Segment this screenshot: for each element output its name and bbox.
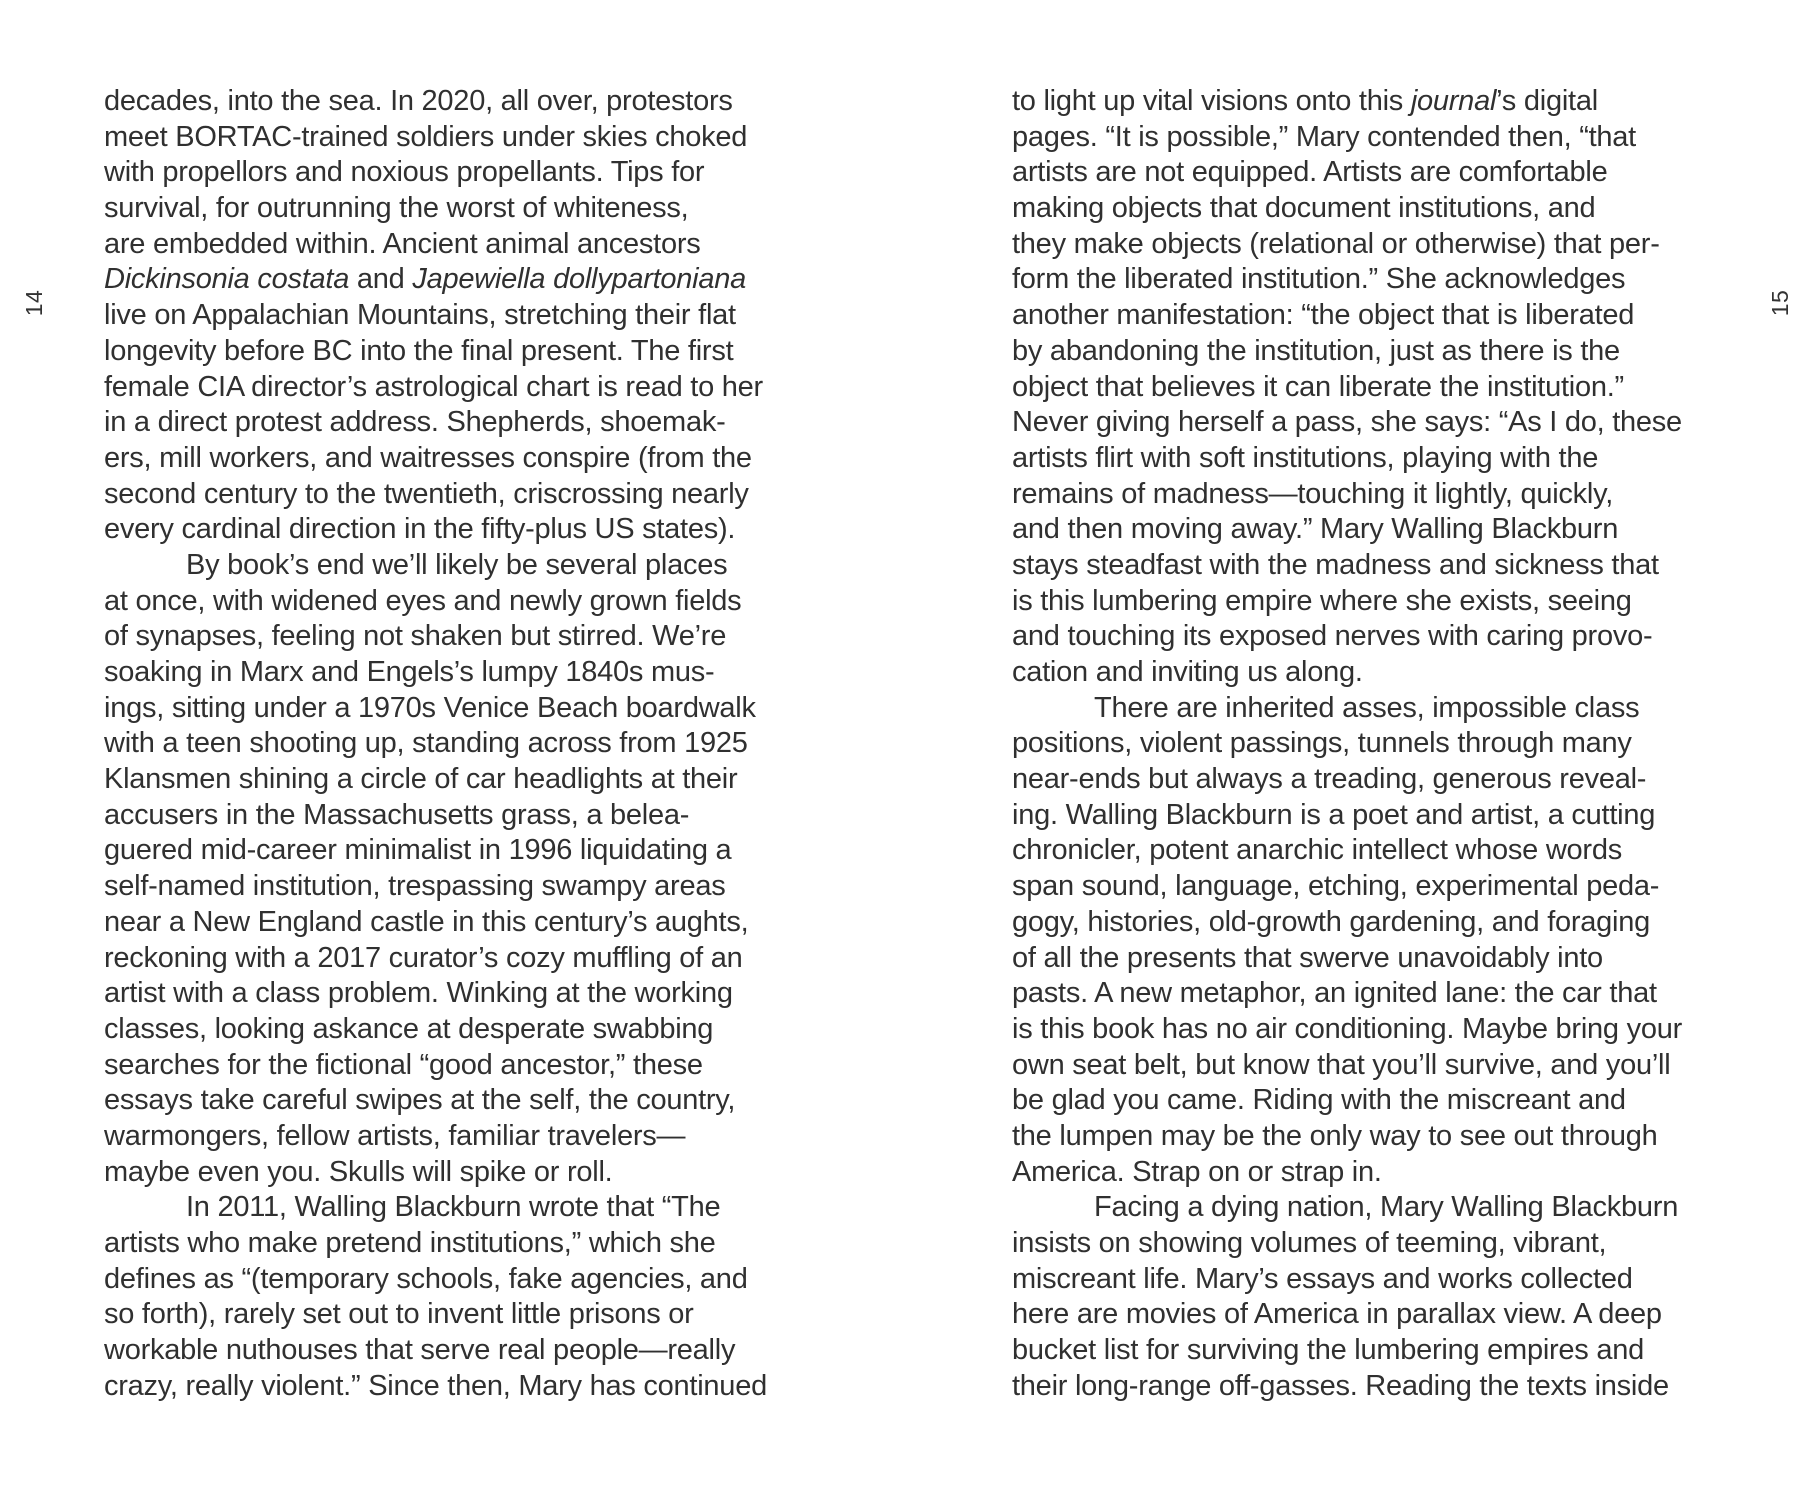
text-line [1012,726,1732,762]
text-line [1012,1190,1732,1226]
text-segment: second century to the twentieth, criscrossing nearly [104,477,749,510]
text-line [104,691,824,727]
text-line [104,84,824,120]
text-segment: Facing a dying nation, Mary Walling Blackburn [1094,1191,1679,1224]
text-line [104,584,824,620]
text-line [1012,1262,1732,1298]
page-number-right: 15 [1767,289,1793,317]
text-segment: is this lumbering empire where she exists, seeing [1012,584,1632,617]
text-segment: so forth), rarely set out to invent little prisons or [104,1298,694,1331]
text-line [104,155,824,191]
text-segment: here are movies of America in parallax view. A deep [1012,1298,1662,1331]
text-line [1012,869,1732,905]
text-segment: artist with a class problem. Winking at the working [104,977,733,1010]
text-segment: ’s digital [1496,85,1598,117]
text-line [1012,262,1732,298]
text-line [1012,905,1732,941]
text-segment: they make objects (relational or otherwise) that per- [1012,227,1660,260]
text-line [1012,120,1732,156]
text-line [104,120,824,156]
text-segment: survival, for outrunning the worst of whiteness, [104,192,689,225]
text-segment: be glad you came. Riding with the miscreant and [1012,1084,1626,1117]
text-line [104,1190,824,1226]
text-segment: and touching its exposed nerves with caring provo- [1012,620,1653,653]
text-segment: at once, with widened eyes and newly grown fields [104,584,742,617]
text-segment: and then moving away.” Mary Walling Blackburn [1012,513,1619,546]
text-segment: bucket list for surviving the lumbering empires and [1012,1334,1644,1367]
text-line [104,227,824,263]
text-segment: by abandoning the institution, just as there is the [1012,334,1620,367]
text-line [104,262,824,298]
text-line [1012,1369,1732,1405]
text-segment: guered mid-career minimalist in 1996 liquidating a [104,834,732,867]
text-segment: chronicler, potent anarchic intellect whose words [1012,834,1622,867]
text-line [104,869,824,905]
text-line [1012,370,1732,406]
text-segment: ing. Walling Blackburn is a poet and artist, a cutting [1012,798,1656,831]
text-line [1012,1119,1732,1155]
text-segment: span sound, language, etching, experimental peda- [1012,870,1660,903]
text-line [104,370,824,406]
text-segment: gogy, histories, old-growth gardening, and foraging [1012,905,1651,938]
text-segment: pasts. A new metaphor, an ignited lane: the car that [1012,977,1657,1010]
text-segment: artists flirt with soft institutions, playing with the [1012,441,1599,474]
text-segment: of all the presents that swerve unavoidably into [1012,941,1603,974]
text-segment: object that believes it can liberate the institution.” [1012,370,1624,403]
text-line [1012,155,1732,191]
text-segment: and [349,263,413,296]
text-segment: positions, violent passings, tunnels through many [1012,727,1632,760]
text-line [104,1119,824,1155]
text-line [104,655,824,691]
text-segment: with propellors and noxious propellants. Tips for [104,156,705,189]
text-line [104,1012,824,1048]
text-segment: self-named institution, trespassing swampy areas [104,870,726,903]
text-line [104,726,824,762]
text-segment: classes, looking askance at desperate swabbing [104,1012,714,1045]
text-line [1012,548,1732,584]
text-line [1012,227,1732,263]
text-segment: meet BORTAC-trained soldiers under skies choked [104,120,748,153]
text-segment: searches for the fictional “good ancestor,” these [104,1048,703,1081]
text-segment: every cardinal direction in the fifty-plus US states). [104,513,736,546]
text-segment: their long-range off-gasses. Reading the texts inside [1012,1369,1669,1402]
text-line [104,1369,824,1405]
text-line [1012,477,1732,513]
text-segment: reckoning with a 2017 curator’s cozy muffling of an [104,941,743,974]
text-line [104,833,824,869]
text-line [1012,976,1732,1012]
text-line [1012,941,1732,977]
text-segment: longevity before BC into the final present. The first [104,334,734,367]
text-line [1012,191,1732,227]
text-segment: in a direct protest address. Shepherds, shoemak- [104,406,726,439]
text-segment: pages. “It is possible,” Mary contended then, “that [1012,120,1636,153]
text-line [1012,334,1732,370]
text-segment: America. Strap on or strap in. [1012,1155,1382,1188]
text-line [1012,441,1732,477]
page-number-left: 14 [21,289,47,317]
text-line [104,477,824,513]
italic-text-segment: journal [1410,85,1497,117]
text-line [104,619,824,655]
text-segment: the lumpen may be the only way to see out through [1012,1119,1658,1152]
text-segment: cation and inviting us along. [1012,656,1363,688]
text-line [104,762,824,798]
text-segment: workable nuthouses that serve real people—really [104,1334,736,1367]
text-line [104,1226,824,1262]
text-segment: insists on showing volumes of teeming, vibrant, [1012,1227,1607,1259]
text-line [104,941,824,977]
text-line [104,1297,824,1333]
text-segment: female CIA director’s astrological chart is read to her [104,370,763,403]
text-segment: another manifestation: “the object that is liberated [1012,299,1635,332]
text-line [104,191,824,227]
text-segment: warmongers, fellow artists, familiar travelers— [104,1119,686,1152]
text-segment: to light up vital visions onto this [1012,85,1411,117]
text-segment: Klansmen shining a circle of car headlights at their [104,763,738,796]
text-line [1012,84,1732,120]
text-line [1012,833,1732,869]
text-line [1012,1226,1732,1262]
text-segment: defines as “(temporary schools, fake agencies, and [104,1262,748,1295]
text-segment: decades, into the sea. In 2020, all over, protestors [104,85,733,117]
text-line [104,1083,824,1119]
text-segment: ings, sitting under a 1970s Venice Beach boardwalk [104,691,756,724]
italic-text-segment: Dickinsonia costata [104,263,350,296]
text-line [104,1333,824,1369]
text-segment: maybe even you. Skulls will spike or roll. [104,1155,613,1188]
text-line [1012,691,1732,727]
text-segment: crazy, really violent.” Since then, Mary has continued [104,1369,767,1402]
text-line [104,298,824,334]
text-segment: are embedded within. Ancient animal ancestors [104,227,701,260]
text-line [1012,405,1732,441]
text-segment: By book’s end we’ll likely be several places [186,548,728,581]
text-line [1012,1048,1732,1084]
text-segment: Never giving herself a pass, she says: “As I do, these [1012,406,1682,439]
text-line [104,798,824,834]
text-segment: is this book has no air conditioning. Maybe bring your [1012,1012,1682,1045]
italic-text-segment: Japewiella dollypartoniana [412,263,747,296]
text-segment: artists who make pretend institutions,” which she [104,1227,716,1259]
text-line [104,1155,824,1191]
text-segment: near-ends but always a treading, generous reveal- [1012,763,1647,796]
text-segment: soaking in Marx and Engels’s lumpy 1840s mus- [104,656,715,688]
text-line [104,905,824,941]
text-segment: ers, mill workers, and waitresses conspire (from the [104,441,752,474]
text-line [1012,1083,1732,1119]
right-page-text-column [1012,84,1732,1404]
text-segment: artists are not equipped. Artists are comfortable [1012,156,1608,189]
text-line [1012,1333,1732,1369]
text-segment: stays steadfast with the madness and sickness that [1012,548,1659,581]
text-segment: making objects that document institutions, and [1012,192,1596,225]
text-line [1012,1297,1732,1333]
text-line [104,441,824,477]
text-segment: essays take careful swipes at the self, the country, [104,1084,736,1117]
text-line [1012,1012,1732,1048]
text-segment: form the liberated institution.” She acknowledges [1012,263,1626,296]
text-segment: near a New England castle in this century’s aughts, [104,905,749,938]
text-segment: miscreant life. Mary’s essays and works collected [1012,1262,1633,1295]
text-line [1012,619,1732,655]
text-segment: live on Appalachian Mountains, stretching their flat [104,299,736,332]
text-line [1012,798,1732,834]
text-line [104,1262,824,1298]
text-line [104,512,824,548]
text-line [104,405,824,441]
text-line [104,548,824,584]
text-line [1012,762,1732,798]
text-segment: remains of madness—touching it lightly, quickly, [1012,477,1614,510]
text-segment: own seat belt, but know that you’ll survive, and you’ll [1012,1048,1671,1081]
text-segment: with a teen shooting up, standing across from 1925 [104,727,748,760]
text-segment: In 2011, Walling Blackburn wrote that “The [186,1191,721,1224]
text-line [1012,584,1732,620]
left-page-text-column [104,84,824,1404]
text-segment: of synapses, feeling not shaken but stirred. We’re [104,620,727,653]
text-line [104,1048,824,1084]
text-segment: There are inherited asses, impossible class [1094,691,1640,724]
text-line [104,334,824,370]
text-line [104,976,824,1012]
text-line [1012,298,1732,334]
text-line [1012,512,1732,548]
text-line [1012,655,1732,691]
text-line [1012,1155,1732,1191]
text-segment: accusers in the Massachusetts grass, a belea- [104,798,690,831]
